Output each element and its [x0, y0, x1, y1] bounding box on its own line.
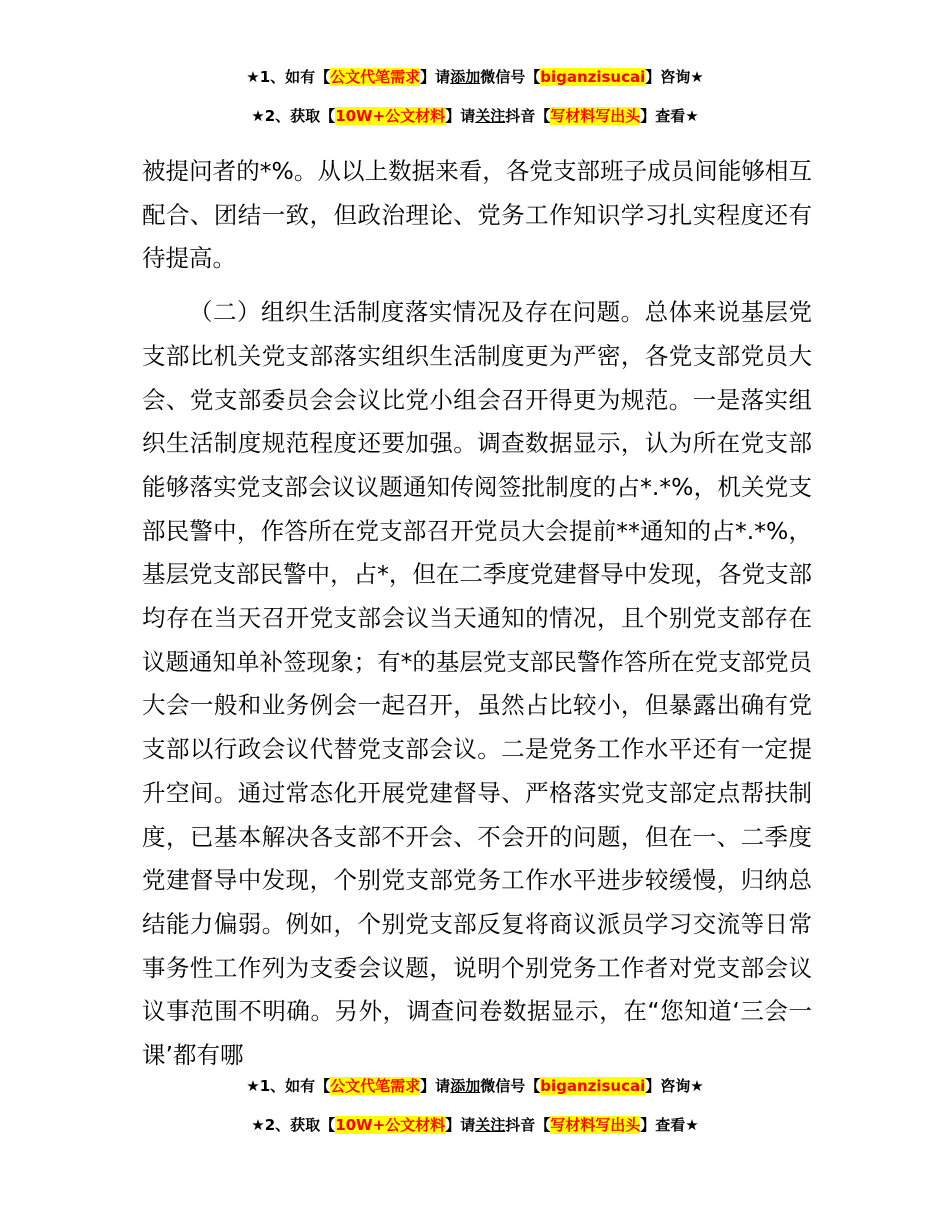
paragraph-1: 被提问者的*%。从以上数据来看，各党支部班子成员间能够相互配合、团结一致，但政治理论、党务工作知识学习扎实程度还有待提高。	[142, 157, 812, 273]
banner-text: 微信号【	[480, 68, 541, 86]
paragraph-2: （二）组织生活制度落实情况及存在问题。总体来说基层党支部比机关党支部落实组织生活制度更为严密，各党支部党员大会、党支部委员会会议比党小组会召开得更为规范。一是落实组织生活制度规范程度还要加强。调查数据显示，认为所在党支部能够落实党支部会议议题通知传阅签批制度的占*.*%，机关党支部民警中，作答所在党支部召开党员大会提前**通知的占*.*%，基层党支部民警中，占*，但在二季度党建督导中发现，各党支部均存在当天召开党支部会议当天通知的情况，且个别党支部存在议题通知单补签现象；有*的基层党支部民警作答所在党支部党员大会一般和业务例会一起召开，虽然占比较小，但暴露出确有党支部以行政会议代替党支部会议。二是党务工作水平还有一定提升空间。通过常态化开展党建督导、严格落实党支部定点帮扶制度，已基本解决各支部不开会、不会开的问题，但在一、二季度党建督导中发现，个别党支部党务工作水平进步较缓慢，归纳总结能力偏弱。例如，个别党支部反复将商议派员学习交流等日常事务性工作列为支委会议题，说明个别党务工作者对党支部会议议事范围不明确。另外，调查问卷数据显示，在“您知道‘三会一课’都有哪	[142, 298, 812, 1070]
banner-text: ★2、获取【	[251, 107, 336, 125]
highlight-ghostwriting: 公文代笔需求	[330, 68, 421, 86]
banner-text: 】请	[420, 68, 451, 86]
underlined-follow: 关注	[475, 107, 506, 125]
highlight-douyin: 写材料写出头	[550, 1116, 641, 1134]
banner-text: 微信号【	[480, 1077, 541, 1095]
banner-text: 】请	[445, 107, 476, 125]
banner-text: 】请	[420, 1077, 451, 1095]
document-body	[142, 150, 812, 1078]
banner-text: 抖音【	[505, 1116, 551, 1134]
highlight-ghostwriting: 公文代笔需求	[330, 1077, 421, 1095]
highlight-wechat-id: biganzisucai	[540, 1077, 646, 1095]
highlight-materials: 10W+公文材料	[335, 1116, 446, 1134]
banner-text: 】咨询★	[645, 68, 704, 86]
header-banner-line2	[0, 106, 950, 126]
banner-text: 】请	[445, 1116, 476, 1134]
banner-text: 】咨询★	[645, 1077, 704, 1095]
underlined-add: 添加	[450, 1077, 481, 1095]
banner-text: 】查看★	[640, 107, 699, 125]
banner-text: ★1、如有【	[246, 1077, 331, 1095]
highlight-materials: 10W+公文材料	[335, 107, 446, 125]
banner-text: 抖音【	[505, 107, 551, 125]
highlight-douyin: 写材料写出头	[550, 107, 641, 125]
underlined-add: 添加	[450, 68, 481, 86]
footer-banner-line2	[0, 1115, 950, 1135]
highlight-wechat-id: biganzisucai	[540, 68, 646, 86]
header-banner-line1	[0, 67, 950, 87]
footer-banner-line1	[0, 1076, 950, 1096]
banner-text: ★1、如有【	[246, 68, 331, 86]
banner-text: ★2、获取【	[251, 1116, 336, 1134]
banner-text: 】查看★	[640, 1116, 699, 1134]
underlined-follow: 关注	[475, 1116, 506, 1134]
